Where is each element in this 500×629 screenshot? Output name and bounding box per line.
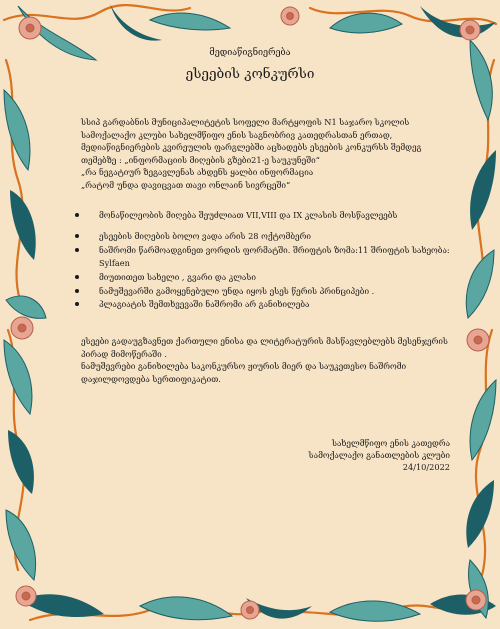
intro-line: სსიპ გარდაბნის მუნიციპალიტეტის სოფელი მარტყოფის N1 საჯარო სკოლის xyxy=(81,117,410,127)
bullet-text: ესეების მიღების ბოლო ვადა არის 28 ოქტომბერი xyxy=(99,231,311,241)
intro-line: თემებზე : „ინფორმაციის მიღების გზები21-ე საუკუნეში“ xyxy=(81,154,320,165)
intro-paragraph xyxy=(81,116,421,192)
signature-club: სამოქალაქო განათლების კლუბი xyxy=(308,450,450,460)
closing-line: პირად მიმოწერაში . xyxy=(81,348,167,359)
closing-line: დაჯილდოვდება სერთიფიკატით. xyxy=(81,373,221,384)
closing-line: ესეები გადაუგზავნეთ ქართული ენისა და ლიტერატურის მასწავლებლებს მესენჯერის xyxy=(81,336,448,346)
bullet-icon xyxy=(75,248,79,252)
bullet-icon xyxy=(75,275,79,279)
intro-line: „რატომ უნდა დავიცვათ თავი ონლაინ სივრცეში“ xyxy=(81,179,291,190)
closing-line: ნამუშევრები განიხილება საკონკურსო ჟიურის მიერ და საუკეთესო ნაშრომი xyxy=(81,361,407,371)
document-subtitle: მედიაწიგნიერება xyxy=(209,48,291,58)
document-title: ესეების კონკურსი xyxy=(185,66,315,82)
bullet-icon xyxy=(75,302,79,306)
intro-line: სამოქალაქო კლუბი სახელმწიფო ენის საგნობრივ კათედრასთან ერთად, xyxy=(81,129,393,140)
bullet-icon xyxy=(75,289,79,293)
bullet-text: ნამუშევარში გამოყენებული უნდა იყოს ესეს წერის პრინციპები . xyxy=(99,286,375,296)
bullet-icon xyxy=(75,213,79,217)
signature-date: 24/10/2022 xyxy=(402,462,450,472)
signature-block xyxy=(309,437,450,473)
intro-line: მედიაწიგნიერების კვირეულის ფარგლებში აცხადებს ესეების კონკურსს შემდეგ xyxy=(81,142,422,153)
closing-paragraph xyxy=(81,335,448,385)
bullet-text: ნაშრომი წარმოადგინეთ ვორდის ფორმატში. შრიფტის ზომა:11 შრიფტის სახეობა: xyxy=(99,245,450,255)
signature-department: სახელმწიფო ენის კათედრა xyxy=(332,438,450,448)
bullet-text: Sylfaen xyxy=(99,258,130,268)
bullet-text: მონაწილეობის მიღება შეუძლიათ VII,VIII და IX კლასის მოსწავლეებს xyxy=(99,210,398,220)
intro-line: „რა ნეგატიურ ზეგავლენას ახდენს ყალბი ინფორმაცია xyxy=(81,167,314,178)
bullet-text: პლაგიატის შემთხვევაში ნაშრომი არ განიხილება xyxy=(99,299,310,309)
bullet-icon xyxy=(75,234,79,238)
bullet-text: მიუთითეთ სახელი , გვარი და კლასი xyxy=(99,272,256,282)
